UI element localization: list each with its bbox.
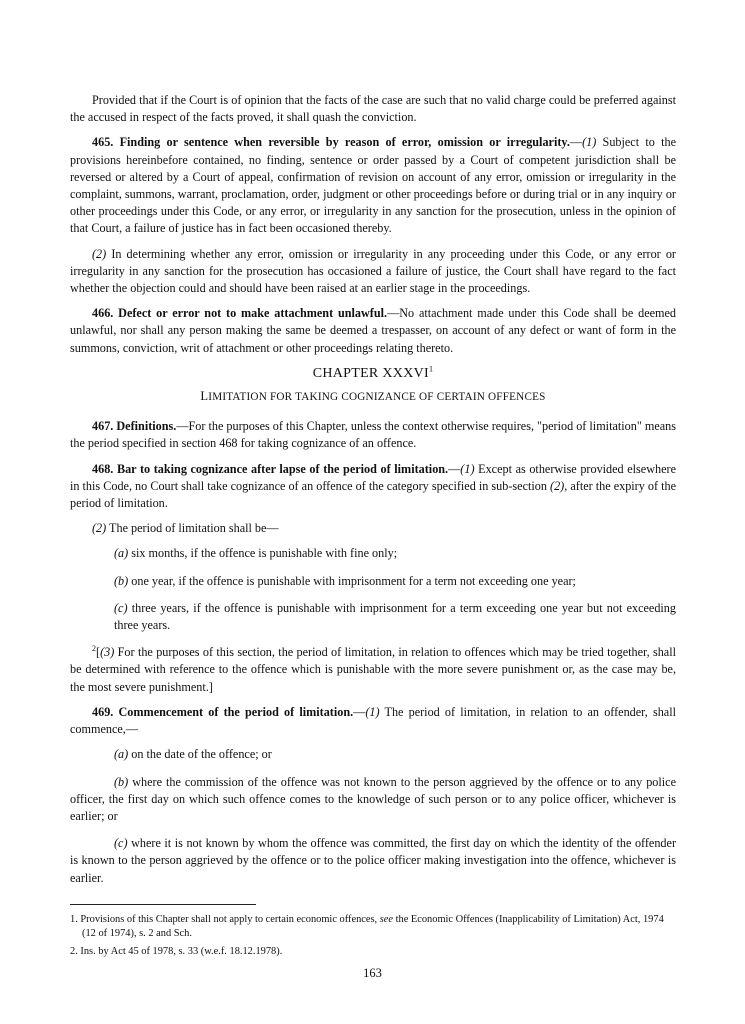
section-465-sub2-number: (2) [92, 246, 107, 261]
section-468-sub2-text: The period of limitation shall be— [106, 521, 279, 536]
section-469-clause-c [70, 835, 676, 887]
section-469-clause-b-number: (b) [114, 774, 129, 789]
section-467-heading: 467. Definitions. [92, 419, 177, 434]
footnotes [70, 904, 676, 963]
proviso-paragraph: Provided that if the Court is of opinion that the facts of the case are such that no valid charge could be preferred against the accused in respect of the facts proved, it shall quash the conviction. [70, 93, 676, 125]
section-469-clause-a-text: on the date of the offence; or [128, 747, 272, 762]
section-465-subsection-1 [70, 134, 676, 237]
section-469-clause-b-text: where the commission of the offence was not known to the person aggrieved by the offence or to any police officer, the first day on which such offence comes to the knowledge of such person or to any police officer, whichever is earlier; or [70, 774, 676, 823]
section-466-heading: 466. Defect or error not to make attachment unlawful. [92, 306, 388, 321]
chapter-subtitle-initial: L [200, 389, 209, 404]
section-469-clause-a [70, 746, 676, 763]
section-468-subsection-1 [70, 461, 676, 513]
section-468-sub3-text: For the purposes of this section, the period of limitation, in relation to offences which may be tried together, shall be determined with reference to the offence which is punishable with the more severe punishment or, as the case may be, the most severe punishment.] [70, 645, 676, 694]
section-468-dash: — [448, 461, 461, 476]
section-468-clause-c-number: (c) [114, 600, 128, 615]
section-465-subsection-2 [70, 246, 676, 298]
section-468-clause-b-text: one year, if the offence is punishable with imprisonment for a term not exceeding one year; [128, 573, 576, 588]
section-468-sub3-footnote-marker: 2 [92, 644, 96, 654]
section-468-sub3-open: [ [96, 645, 101, 660]
footnote-1-see: see [379, 914, 394, 925]
section-468-clause-c [70, 600, 676, 634]
section-469-clause-c-number: (c) [114, 836, 128, 851]
footnote-divider [70, 904, 256, 905]
section-465-sub1-text: Subject to the provisions hereinbefore contained, no finding, sentence or order passed by a Court of competent jurisdiction shall be reversed or altered by a Court of appeal, confirmation of revision on account of any error, omission or irregularity in the complaint, summons, warrant, proclamation, order, judgment or other proceedings before or during trial or in any inquiry or other proceedings under this Code, or any error, or irregularity in any sanction for the prosecution, unless in the opinion of that Court, a failure of justice has in fact been occasioned thereby. [70, 135, 676, 236]
section-465-sub2-text: In determining whether any error, omission or irregularity in any proceeding under this Code, or any error or irregularity in any sanction for the prosecution has occasioned a failure of justice, the Court shall have regard to the fact whether the objection could and should have been raised at an earlier stage in the proceedings. [70, 246, 676, 296]
footnote-2: 2. Ins. by Act 45 of 1978, s. 33 (w.e.f. 18.12.1978). [70, 946, 283, 957]
section-468-heading: 468. Bar to taking cognizance after lapse of the period of limitation. [92, 461, 449, 476]
document-body [70, 92, 676, 897]
chapter-subtitle [70, 388, 676, 406]
section-465-dash: — [569, 135, 583, 150]
footnote-1-text-a: 1. Provisions of this Chapter shall not apply to certain economic offences, [70, 914, 380, 925]
section-468-clause-a-number: (a) [114, 546, 129, 561]
section-469-heading: 469. Commencement of the period of limitation. [92, 704, 354, 719]
chapter-title [70, 365, 676, 382]
section-468-clause-c-text: three years, if the offence is punishable with imprisonment for a term exceeding one year but not exceeding three years. [114, 600, 676, 633]
section-469-clause-c-text: where it is not known by whom the offence was committed, the first day on which the identity of the offender is known to the person aggrieved by the offence or to the police officer making investigation into the offence, whichever is earlier. [70, 836, 676, 885]
section-468-clause-b [70, 573, 676, 590]
section-468-sub1-ref: (2) [550, 478, 565, 493]
section-468-sub3-number: (3) [100, 645, 115, 660]
section-465-sub1-number: (1) [582, 135, 597, 150]
section-468-sub1-text-a: Except as otherwise provided elsewhere in this Code, no Court shall take cognizance of an offence of the category specified in sub-section [70, 461, 676, 493]
section-468-clause-b-number: (b) [114, 573, 129, 588]
section-468-sub2-number: (2) [92, 521, 107, 536]
section-468-subsection-3 [70, 644, 676, 696]
footnote-1-text-b: the Economic Offences (Inapplicability of Limitation) Act, 1974 (12 of 1974), s. 2 and Sch. [82, 914, 664, 939]
section-466-paragraph [70, 305, 676, 357]
section-467-text: —For the purposes of this Chapter, unless the context otherwise requires, "period of limitation" means the period specified in section 468 for taking cognizance of an offence. [70, 419, 676, 451]
section-469-clause-b [70, 774, 676, 826]
chapter-subtitle-rest: IMITATION FOR TAKING COGNIZANCE OF CERTAIN OFFENCES [208, 391, 546, 404]
section-467-paragraph [70, 418, 676, 452]
section-469-subsection-1 [70, 704, 676, 738]
section-468-clause-a-text: six months, if the offence is punishable with fine only; [128, 546, 398, 561]
footnote-1 [70, 913, 676, 941]
section-468-sub1-number: (1) [460, 461, 475, 476]
section-468-clause-a [70, 545, 676, 562]
section-466-text: —No attachment made under this Code shall be deemed unlawful, nor shall any person making the same be deemed a trespasser, on account of any defect or want of form in the summons, conviction, writ of attachment or other proceedings relating thereto. [70, 306, 676, 355]
chapter-footnote-marker: 1 [428, 364, 434, 374]
section-468-sub1-text-b: , after the expiry of the period of limitation. [70, 478, 676, 511]
page-number: 163 [363, 966, 382, 980]
section-465-heading: 465. Finding or sentence when reversible by reason of error, omission or irregularity. [92, 135, 570, 150]
section-469-clause-a-number: (a) [114, 747, 129, 762]
section-469-sub1-text: The period of limitation, in relation to an offender, shall commence,— [70, 704, 676, 737]
chapter-title-text: CHAPTER XXXVI [312, 365, 429, 381]
section-469-sub1-number: (1) [365, 704, 380, 719]
section-468-subsection-2 [70, 520, 676, 537]
section-469-dash: — [353, 704, 366, 719]
